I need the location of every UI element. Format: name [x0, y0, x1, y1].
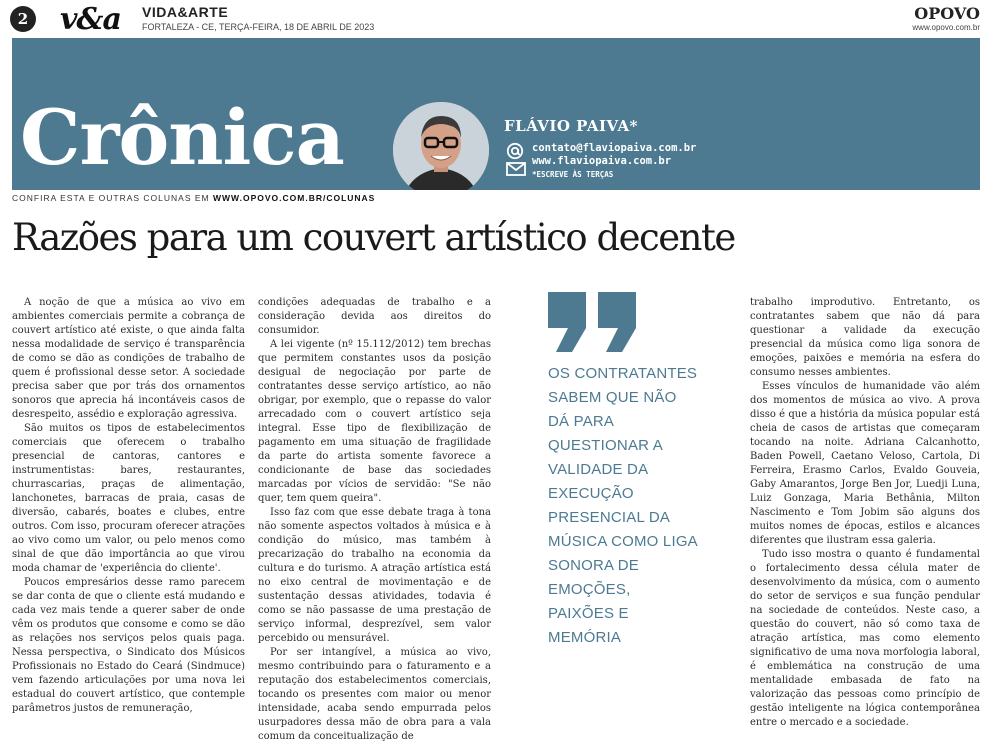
author-contact — [532, 142, 696, 181]
article-headline: Razões para um couvert artístico decente — [12, 216, 735, 259]
column-banner — [12, 38, 980, 190]
author-portrait-icon — [393, 102, 489, 190]
page-number: 2 — [10, 6, 36, 32]
confira-line — [12, 193, 375, 203]
author-website[interactable]: www.flaviopaiva.com.br — [532, 155, 672, 167]
brand-logo: OPOVO — [914, 4, 980, 23]
paragraph: Poucos empresários desse ramo parecem se dar conta de que o cliente está mudando e cada vez mais tende a querer saber de onde vêm os produtos que consome e como se dão as relações nos serviços pelos quais paga. Nessa perspectiva, o Sindicato dos Músicos Profissionais no Estado do Ceará (Sindmuce) vem fazendo articulações por uma nova lei estadual do couvert artístico, que contemple parâmetros justos de remuneração, — [12, 577, 245, 714]
at-icon — [506, 142, 524, 160]
author-note: *ESCREVE ÀS TERÇAS — [532, 170, 614, 179]
paragraph: condições adequadas de trabalho e a consideração devida aos direitos do consumidor. — [258, 297, 491, 336]
paragraph: trabalho improdutivo. Entretanto, os contratantes sabem que não dá para questionar a validade da execução presencial da música como liga sonora de emoções, paixões e memória na esfera do consumo nesses ambientes. — [750, 297, 980, 378]
pull-quote: OS CONTRATANTES SABEM QUE NÃO DÁ PARA QUESTIONAR A VALIDADE DA EXECUÇÃO PRESENCIAL DA MÚSICA COMO LIGA SONORA DE EMOÇÕES, PAIXÕES E MEMÓRIA — [548, 365, 698, 646]
confira-link[interactable]: WWW.OPOVO.COM.BR/COLUNAS — [213, 193, 376, 203]
article-column-1 — [12, 296, 245, 716]
column-title: Crônica — [20, 93, 344, 182]
page-header — [0, 0, 1000, 38]
paragraph: Isso faz com que esse debate traga à tona não somente aspectos voltados à música e à condição do músico, mas também à precarização do trabalho na economia da cultura e do turismo. A atração artística está no eixo central de movimentação e de sustentação dessas atividades, todavia é como se não passasse de uma prestação de serviço informal, desprezível, sem valor percebido ou mensurável. — [258, 507, 491, 644]
paragraph: Por ser intangível, a música ao vivo, mesmo contribuindo para o faturamento e a reputação dos estabelecimentos comerciais, tocando os presentes com maior ou menor intensidade, acaba sendo empurrada pelos usurpadores dessa mão de obra para a vala comum da conceitualização de — [258, 647, 491, 742]
paragraph: A noção de que a música ao vivo em ambientes comerciais permite a cobrança de couvert artístico até existe, o que ainda falta nessa modalidade de serviço é transparência de como se dão as condições de trabalho de quem é profissional desse setor. A sociedade precisa saber que por trás dos ornamentos sonoros que aprecia há incontáveis casos de desrespeito, assédio e exploração agressiva. — [12, 297, 245, 420]
paragraph: A lei vigente (nº 15.112/2012) tem brechas que permitem constantes usos da posição desigual de negociação por parte de contratantes desse serviço artístico, ao não obrigar, por exemplo, que o repasse do valor arrecadado com o couvert artístico seja integral. Esse tipo de flexibilização de pagamento em uma situação de fragilidade da parte do artista somente favorece a condicionante de base das sociedades marcadas por vícios de servidão: "Se não quer, tem quem queira". — [258, 339, 491, 504]
paragraph: Esses vínculos de humanidade vão além dos momentos de música ao vivo. A prova disso é que a história da música popular está cheia de casos de artistas que começaram tocando na noite. Adriana Calcanhotto, Baden Powell, Caetano Veloso, Cartola, Di Ferreira, Erasmo Carlos, Evaldo Gouveia, Gaby Amarantos, Jorge Ben Jor, Luedji Luna, Luiz Gonzaga, Maria Bethânia, Milton Nascimento e Tom Jobim são alguns dos muitos nomes de épocas, estilos e alcances diferentes que ilustram essa galeria. — [750, 381, 980, 546]
dateline: FORTALEZA - CE, TERÇA-FEIRA, 18 DE ABRIL DE 2023 — [142, 22, 375, 32]
mail-icon — [506, 162, 526, 176]
author-name: FLÁVIO PAIVA* — [504, 117, 638, 135]
paragraph: São muitos os tipos de estabelecimentos comerciais que oferecem o trabalho presencial de cantoras, cantores e instrumentistas: bares, restaurantes, churrascarias, praças de alimentação, lanchonetes, barracas de praia, casas de diversão, cabarés, boates e clubes, entre outros. Com isso, procuram oferecer atrações ao vivo como um valor, ou pelo menos como sinal de que dão importância ao que virou moda chamar de 'experiência do cliente'. — [12, 423, 245, 574]
author-photo — [393, 102, 489, 190]
section-logo: v&a — [60, 2, 121, 37]
author-email[interactable]: contato@flaviopaiva.com.br — [532, 142, 697, 154]
article-column-4 — [750, 296, 980, 730]
brand-url: www.opovo.com.br — [912, 23, 980, 32]
article-column-2 — [258, 296, 491, 744]
quote-mark-icon — [548, 292, 638, 354]
confira-prefix: CONFIRA ESTA E OUTRAS COLUNAS EM — [12, 193, 210, 203]
section-name: VIDA&ARTE — [142, 4, 229, 20]
paragraph: Tudo isso mostra o quanto é fundamental o fortalecimento dessa célula mater de desenvolvimento da música, com o aumento do setor de serviços e sua função pendular na sociedade de conteúdos. Neste caso, a questão do couvert, não só como taxa de atração artística, mas como elemento significativo de uma nova morfologia laboral, é emblemática na construção de uma mentalidade embasada de fato na valorização das pessoas como princípio de gestão inteligente na lógica contemporânea entre o mercado e a sociedade. — [750, 549, 980, 728]
